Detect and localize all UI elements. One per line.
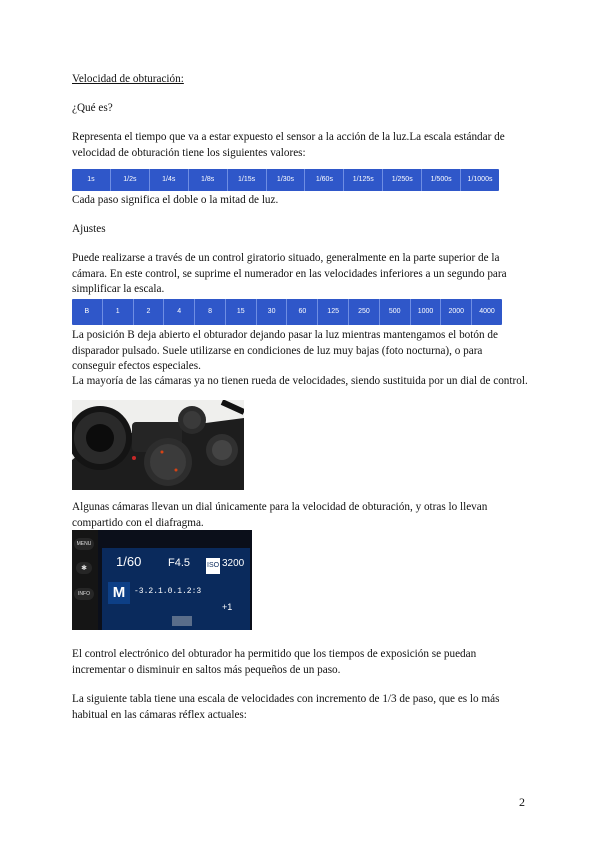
dial-paragraph: La mayoría de las cámaras ya no tienen rueda de velocidades, siendo sustituida por un dial de control. (72, 375, 528, 387)
lcd-mode-indicator: M (108, 582, 130, 604)
step-note: Cada paso significa el doble o la mitad de luz. (72, 194, 279, 206)
settings-paragraph: Puede realizarse a través de un control giratorio situado, generalmente en la parte superior de la cámara. En este control, se suprime el numerador en las velocidades inferiores a un segundo para simplificar la escala. (72, 252, 507, 295)
scale-cell: 250 (349, 299, 380, 325)
scale-cell: 1/60s (305, 169, 344, 191)
camera-lcd-photo (72, 530, 252, 630)
section-heading: Velocidad de obturación: (72, 73, 184, 85)
scale-cell: 4000 (479, 308, 495, 316)
electronic-control-paragraph: El control electrónico del obturador ha permitido que los tiempos de exposición se puedan incrementar o disminuir en saltos más pequeños de un paso. (72, 648, 477, 676)
lcd-iso-value: 3200 (222, 558, 245, 569)
question-text: ¿Qué es? (72, 102, 113, 114)
scale-cell: 1/8s (189, 169, 228, 191)
lcd-shutter-value: 1/60 (116, 554, 142, 569)
scale-cell: 1/500s (422, 169, 461, 191)
shutter-speed-scale-dial (72, 299, 502, 325)
scale-cell: 1/30s (267, 169, 306, 191)
lcd-exposure-meter: -3.2.1.0.1.2:3 (134, 587, 202, 596)
scale-cell: 125 (318, 299, 349, 325)
scale-cell: 2000 (441, 299, 472, 325)
page-number: 2 (519, 795, 525, 809)
scale-cell: 30 (257, 299, 288, 325)
definition-paragraph: Representa el tiempo que va a estar expuesto el sensor a la acción de la luz.La escala estándar de velocidad de obturación tiene los siguientes valores: (72, 131, 505, 159)
scale-cell: 4 (164, 299, 195, 325)
scale-cell: 1/4s (150, 169, 189, 191)
scale-cell: 1/250s (383, 169, 422, 191)
scale-cell: 8 (195, 299, 226, 325)
lcd-iso-label: ISO (206, 558, 220, 574)
shared-dial-paragraph: Algunas cámaras llevan un dial únicamente para la velocidad de obturación, y otras lo llevan compartido con el diafragma. (72, 501, 488, 529)
camera-top-photo (72, 400, 244, 490)
star-icon: ✱ (76, 562, 92, 574)
camera-dial-image (72, 400, 244, 490)
table-intro-paragraph: La siguiente tabla tiene una escala de velocidades con incremento de 1/3 de paso, que es lo más habitual en las cámaras réflex actuales: (72, 693, 500, 721)
scale-cell: 1 (103, 299, 134, 325)
scale-cell: 1/1000s (467, 176, 493, 184)
lcd-aperture-value: F4.5 (168, 557, 191, 569)
menu-button-label: MENU (74, 538, 94, 550)
settings-heading: Ajustes (72, 223, 106, 235)
scale-cell: 1000 (411, 299, 442, 325)
scale-cell: 1/15s (228, 169, 267, 191)
bulb-paragraph: La posición B deja abierto el obturador dejando pasar la luz mientras mantengamos el botón de disparador pulsado. Suele utilizarse en condiciones de luz muy bajas (foto nocturna), o para conseguir efectos especiales. (72, 329, 498, 372)
info-button-label: INFO (74, 588, 94, 600)
scale-cell: 500 (380, 299, 411, 325)
lcd-status-chip (172, 616, 192, 626)
shutter-speed-scale-standard (72, 169, 499, 191)
scale-cell: B (72, 299, 103, 325)
scale-cell: 1/125s (344, 169, 383, 191)
scale-cell: 60 (287, 299, 318, 325)
lcd-compensation-value: +1 (222, 602, 233, 612)
scale-cell: 1s (72, 169, 111, 191)
scale-cell: 15 (226, 299, 257, 325)
scale-cell: 1/2s (111, 169, 150, 191)
scale-cell: 2 (134, 299, 165, 325)
